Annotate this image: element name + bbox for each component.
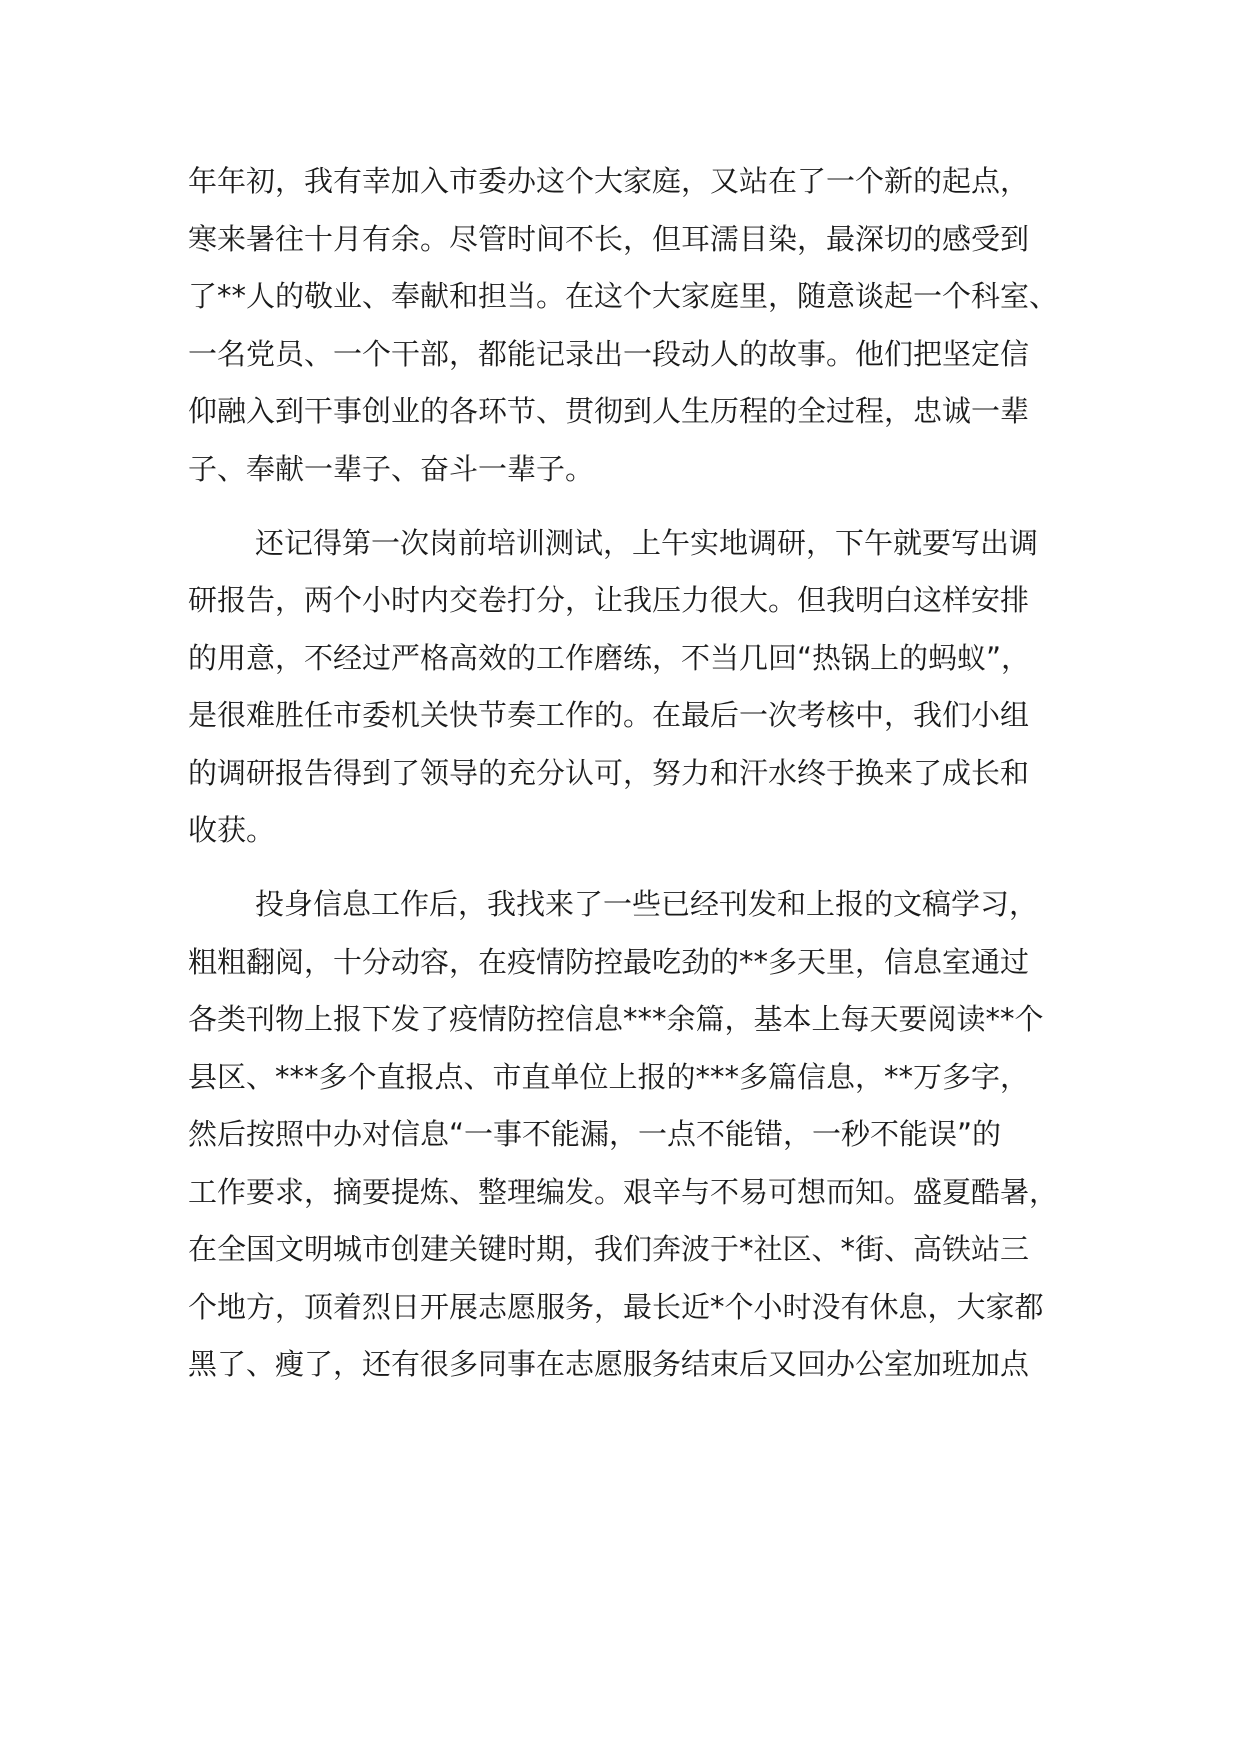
paragraph-2-line-3: 的用意，不经过严格高效的工作磨练，不当几回“热锅上的蚂蚁”， [188,641,1031,675]
paragraph-3-line-7: 在全国文明城市创建关键时期，我们奔波于*社区、*街、高铁站三 [188,1232,1030,1266]
paragraph-3-line-6: 工作要求，摘要提炼、整理编发。艰辛与不易可想而知。盛夏酷暑， [188,1175,1059,1209]
paragraph-2-line-6: 收获。 [188,813,276,847]
paragraph-2-line-4: 是很难胜任市委机关快节奏工作的。在最后一次考核中，我们小组 [188,698,1030,732]
paragraph-1-line-6: 子、奉献一辈子、奋斗一辈子。 [188,452,595,486]
paragraph-2-line-5: 的调研报告得到了领导的充分认可，努力和汗水终于换来了成长和 [188,756,1030,790]
paragraph-3-line-3: 各类刊物上报下发了疫情防控信息***余篇，基本上每天要阅读**个 [188,1002,1044,1036]
paragraph-3-line-4: 县区、***多个直报点、市直单位上报的***多篇信息，**万多字， [188,1060,1030,1094]
paragraph-1-line-3: 了**人的敬业、奉献和担当。在这个大家庭里，随意谈起一个科室、 [188,279,1059,313]
paragraph-3-line-5: 然后按照中办对信息“一事不能漏，一点不能错，一秒不能误”的 [188,1117,1002,1151]
paragraph-3-line-2: 粗粗翻阅，十分动容，在疫情防控最吃劲的**多天里，信息室通过 [188,945,1030,979]
paragraph-3-line-1: 投身信息工作后，我找来了一些已经刊发和上报的文稿学习， [255,887,1039,921]
paragraph-2-line-1: 还记得第一次岗前培训测试，上午实地调研，下午就要写出调 [255,526,1039,560]
paragraph-3-line-8: 个地方，顶着烈日开展志愿服务，最长近*个小时没有休息，大家都 [188,1290,1044,1324]
paragraph-1-line-4: 一名党员、一个干部，都能记录出一段动人的故事。他们把坚定信 [188,337,1030,371]
paragraph-1-line-5: 仰融入到干事创业的各环节、贯彻到人生历程的全过程，忠诚一辈 [188,394,1030,428]
paragraph-1-line-2: 寒来暑往十月有余。尽管时间不长，但耳濡目染，最深切的感受到 [188,222,1030,256]
paragraph-1-line-1: 年年初，我有幸加入市委办这个大家庭，又站在了一个新的起点， [188,164,1030,198]
paragraph-2-line-2: 研报告，两个小时内交卷打分，让我压力很大。但我明白这样安排 [188,583,1030,617]
paragraph-3-line-9: 黑了、瘦了，还有很多同事在志愿服务结束后又回办公室加班加点 [188,1347,1030,1381]
